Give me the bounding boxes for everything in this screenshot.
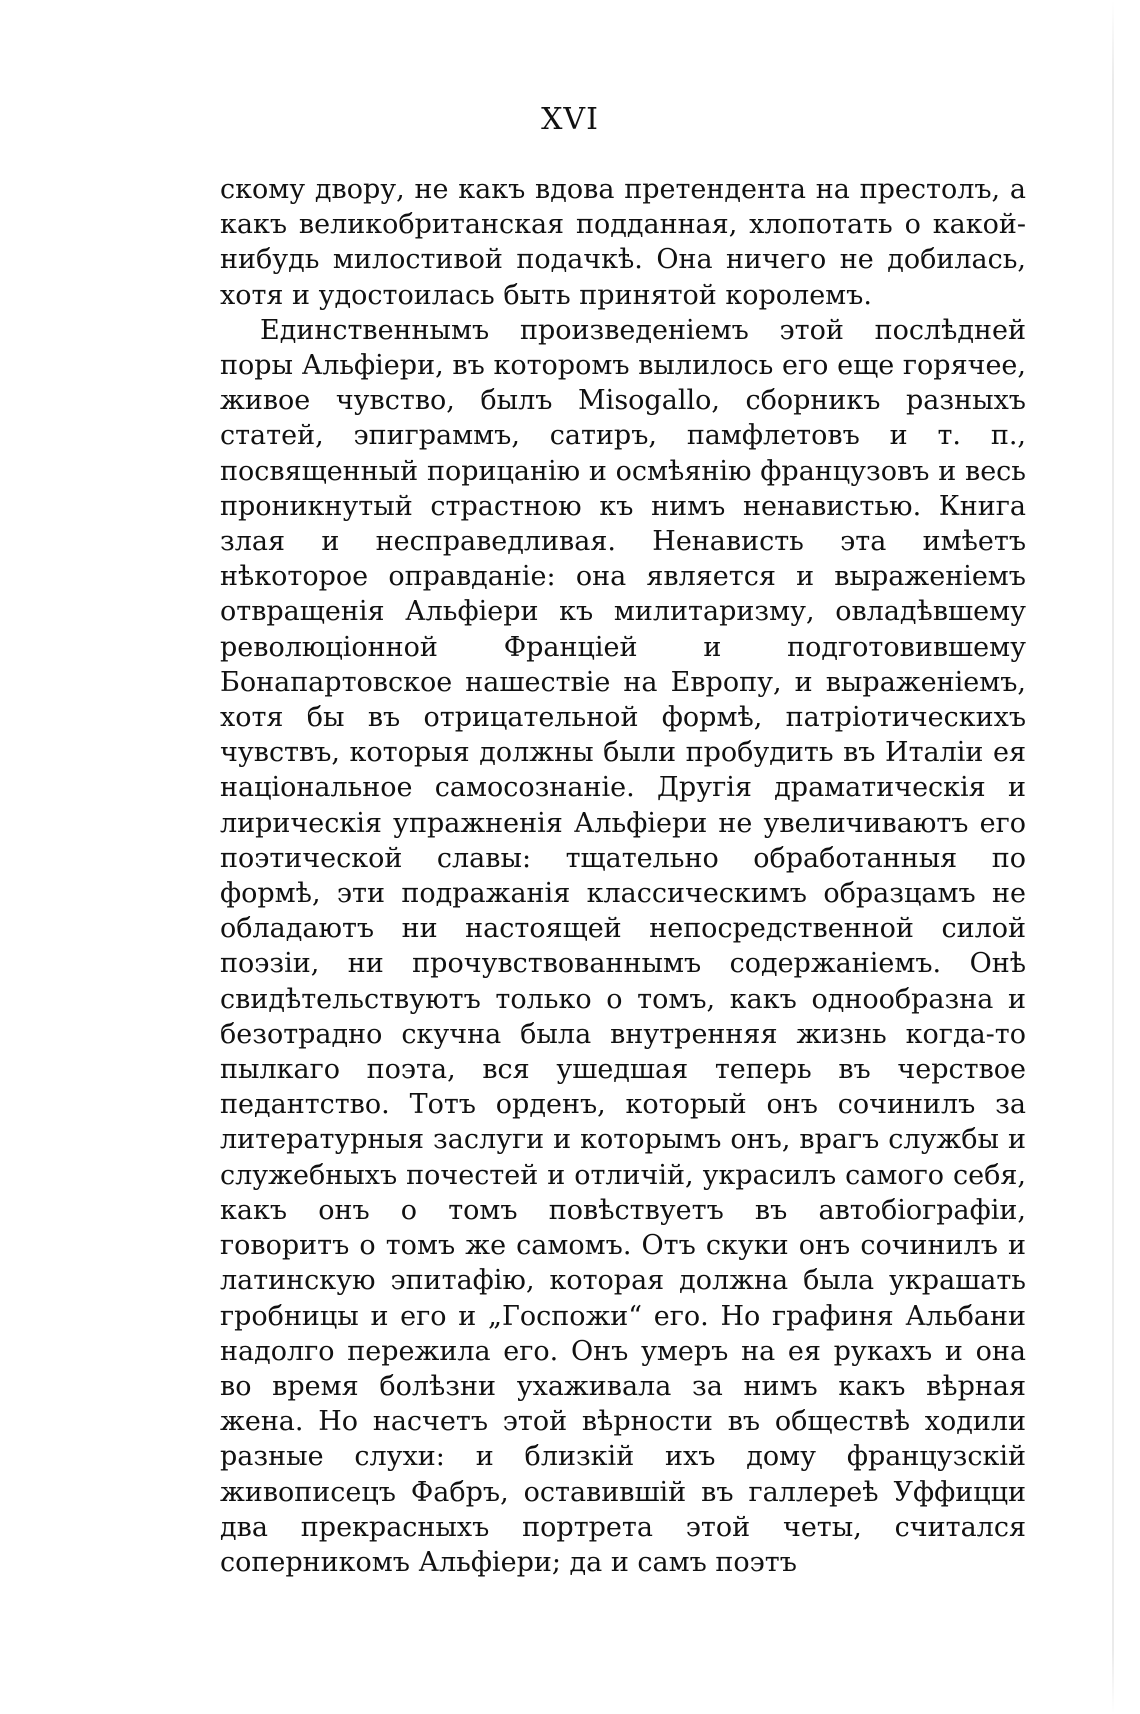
page-edge-line: [1112, 0, 1114, 1714]
paragraph: Единственнымъ произведеніемъ этой послѣдней поры Альфіери, въ которомъ вылилось его еще горячее, живое чувство, былъ Misogallo, сборникъ разныхъ статей, эпиграммъ, сатиръ, памфлетовъ и т. п., посвященный порицанію и осмѣянію французовъ и весь проникнутый страстною къ нимъ ненавистью. Книга злая и несправедливая. Ненависть эта имѣетъ нѣкоторое оправданіе: она является и выраженіемъ отвращенія Альфіери къ милитаризму, овладѣвшему революціонной Франціей и подготовившему Бонапартовское нашествіе на Европу, и выраженіемъ, хотя бы въ отрицательной формѣ, патріотическихъ чувствъ, которыя должны были пробудить въ Италіи ея національное самосознаніе. Другія драматическія и лирическія упражненія Альфіери не увеличиваютъ его поэтической славы: тщательно обработанныя по формѣ, эти подражанія классическимъ образцамъ не обладаютъ ни настоящей непосредственной силой поэзіи, ни прочувствованнымъ содержаніемъ. Онѣ свидѣтельствуютъ только о томъ, какъ однообразна и безотрадно скучна была внутренняя жизнь когда-то пылкаго поэта, вся ушедшая теперь въ черствое педантство. Тотъ орденъ, который онъ сочинилъ за литературныя заслуги и которымъ онъ, врагъ службы и служебныхъ почестей и отличій, украсилъ самого себя, какъ онъ о томъ повѣствуетъ въ автобіографіи, говоритъ о томъ же самомъ. Отъ скуки онъ сочинилъ и латинскую эпитафію, которая должна была украшать гробницы и его и „Госпожи“ его. Но графиня Альбани надолго пережила его. Онъ умеръ на ея рукахъ и она во время болѣзни ухаживала за нимъ какъ вѣрная жена. Но насчетъ этой вѣрности въ обществѣ ходили разные слухи: и близкій ихъ дому французскій живописецъ Фабръ, оставившій въ галлереѣ Уффицци два прекрасныхъ портрета этой четы, считался соперникомъ Альфіери; да и самъ поэтъ: [220, 314, 1026, 1578]
body-text: [220, 172, 1026, 1580]
paragraph-continued: скому двору, не какъ вдова претендента на престолъ, а какъ великобританская подданная, хлопотать о какой-нибудь милостивой подачкѣ. Она ничего не добилась, хотя и удостоилась быть принятой королемъ.: [220, 174, 1026, 311]
page-number: XVI: [541, 102, 599, 137]
